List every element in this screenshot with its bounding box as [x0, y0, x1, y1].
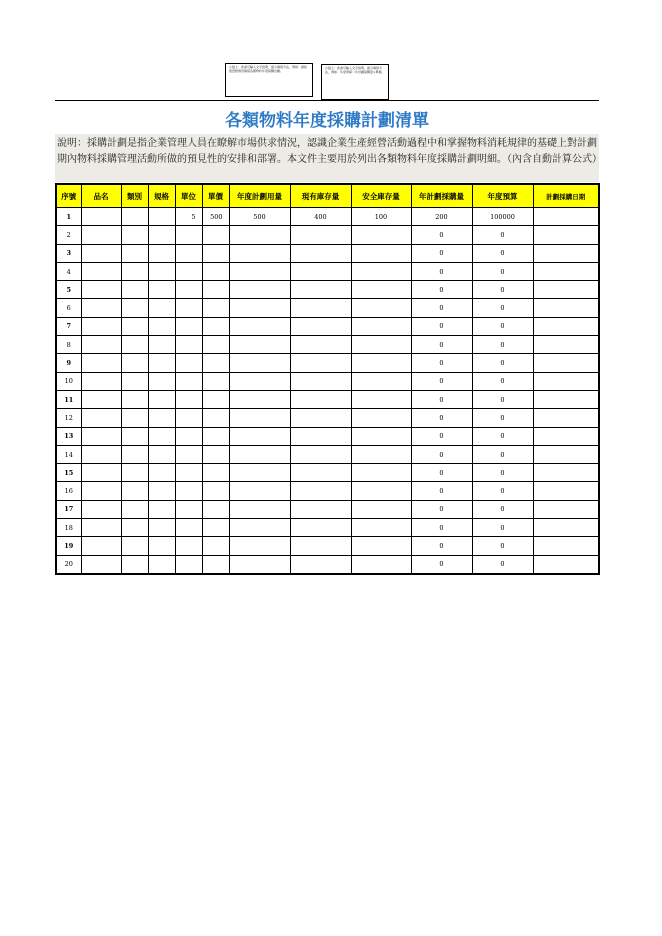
cell-safety[interactable] — [351, 409, 411, 427]
cell-unit[interactable] — [175, 372, 202, 390]
cell-spec[interactable] — [148, 427, 175, 445]
cell-plan-qty[interactable] — [229, 299, 290, 317]
table-row — [56, 317, 599, 335]
cell-category[interactable] — [121, 354, 148, 372]
cell-category[interactable] — [121, 464, 148, 482]
cell-seq: 16 — [56, 482, 81, 500]
cell-price[interactable]: 500 — [202, 208, 229, 226]
cell-spec[interactable] — [148, 299, 175, 317]
cell-date[interactable] — [533, 244, 599, 262]
cell-spec[interactable] — [148, 500, 175, 518]
procurement-plan-table — [55, 183, 600, 575]
cell-seq: 1 — [56, 208, 81, 226]
cell-budget: 0 — [472, 464, 533, 482]
cell-unit[interactable]: 5 — [175, 208, 202, 226]
cell-safety[interactable] — [351, 226, 411, 244]
cell-stock[interactable]: 400 — [290, 208, 351, 226]
cell-name[interactable] — [81, 226, 121, 244]
table-row — [56, 372, 599, 390]
cell-budget: 0 — [472, 537, 533, 555]
table-row — [56, 409, 599, 427]
cell-category[interactable] — [121, 445, 148, 463]
cell-spec[interactable] — [148, 208, 175, 226]
cell-stock[interactable] — [290, 244, 351, 262]
cell-budget: 0 — [472, 500, 533, 518]
cell-safety[interactable] — [351, 317, 411, 335]
table-header-row — [56, 184, 599, 208]
cell-safety[interactable] — [351, 336, 411, 354]
description-block: 說明：採購計劃是指企業管理人員在瞭解市場供求情況，認識企業生產經營活動過程中和掌握物料消耗規律的基礎上對計劃期內物料採購管理活動所做的預見性的安排和部署。本文件主要用於列出各類物料年度採購計劃明細。（內含自動計算公式） — [55, 134, 599, 182]
cell-name[interactable] — [81, 336, 121, 354]
cell-purchase-qty: 0 — [411, 281, 472, 299]
cell-plan-qty[interactable] — [229, 372, 290, 390]
cell-name[interactable] — [81, 208, 121, 226]
cell-date[interactable] — [533, 262, 599, 280]
cell-spec[interactable] — [148, 390, 175, 408]
cell-safety[interactable] — [351, 390, 411, 408]
cell-seq: 4 — [56, 262, 81, 280]
cell-category[interactable] — [121, 336, 148, 354]
header-name: 品名 — [81, 184, 121, 208]
cell-price[interactable] — [202, 427, 229, 445]
cell-unit[interactable] — [175, 390, 202, 408]
tip-note-box-2 — [321, 64, 389, 100]
cell-price[interactable] — [202, 262, 229, 280]
header-price: 單價 — [202, 184, 229, 208]
cell-plan-qty[interactable] — [229, 226, 290, 244]
cell-date[interactable] — [533, 317, 599, 335]
cell-price[interactable] — [202, 390, 229, 408]
cell-spec[interactable] — [148, 244, 175, 262]
cell-stock[interactable] — [290, 409, 351, 427]
header-budget: 年度預算 — [472, 184, 533, 208]
cell-stock[interactable] — [290, 500, 351, 518]
cell-date[interactable] — [533, 226, 599, 244]
cell-purchase-qty: 0 — [411, 226, 472, 244]
table-row — [56, 281, 599, 299]
cell-spec[interactable] — [148, 445, 175, 463]
cell-unit[interactable] — [175, 427, 202, 445]
cell-seq: 17 — [56, 500, 81, 518]
cell-category[interactable] — [121, 390, 148, 408]
cell-purchase-qty: 0 — [411, 262, 472, 280]
cell-safety[interactable] — [351, 299, 411, 317]
cell-safety[interactable] — [351, 519, 411, 537]
cell-budget: 0 — [472, 555, 533, 574]
cell-name[interactable] — [81, 555, 121, 574]
cell-price[interactable] — [202, 244, 229, 262]
cell-safety[interactable] — [351, 281, 411, 299]
cell-purchase-qty: 0 — [411, 317, 472, 335]
cell-unit[interactable] — [175, 464, 202, 482]
cell-spec[interactable] — [148, 354, 175, 372]
cell-date[interactable] — [533, 281, 599, 299]
cell-spec[interactable] — [148, 537, 175, 555]
table-row — [56, 208, 599, 226]
cell-price[interactable] — [202, 372, 229, 390]
cell-seq: 3 — [56, 244, 81, 262]
cell-unit[interactable] — [175, 317, 202, 335]
cell-plan-qty[interactable] — [229, 464, 290, 482]
tip-note-text-2: 小貼士：此處可輸入文字說明，提示填寫方法，例如：年度預算＝年計劃採購量×單價。 — [325, 66, 385, 74]
cell-date[interactable] — [533, 208, 599, 226]
header-purchase-qty: 年計劃採購量 — [411, 184, 472, 208]
cell-safety[interactable] — [351, 372, 411, 390]
cell-category[interactable] — [121, 372, 148, 390]
cell-purchase-qty: 0 — [411, 537, 472, 555]
cell-unit[interactable] — [175, 500, 202, 518]
cell-price[interactable] — [202, 482, 229, 500]
cell-name[interactable] — [81, 354, 121, 372]
header-spec: 規格 — [148, 184, 175, 208]
cell-purchase-qty: 0 — [411, 500, 472, 518]
cell-name[interactable] — [81, 464, 121, 482]
cell-plan-qty[interactable] — [229, 482, 290, 500]
cell-purchase-qty: 0 — [411, 409, 472, 427]
cell-spec[interactable] — [148, 281, 175, 299]
cell-plan-qty[interactable] — [229, 409, 290, 427]
tip-note-box-1 — [225, 63, 313, 97]
cell-category[interactable] — [121, 519, 148, 537]
cell-name[interactable] — [81, 299, 121, 317]
cell-purchase-qty: 0 — [411, 244, 472, 262]
cell-price[interactable] — [202, 445, 229, 463]
cell-date[interactable] — [533, 409, 599, 427]
cell-budget: 0 — [472, 482, 533, 500]
cell-price[interactable] — [202, 281, 229, 299]
cell-plan-qty[interactable] — [229, 281, 290, 299]
cell-plan-qty[interactable] — [229, 500, 290, 518]
cell-stock[interactable] — [290, 372, 351, 390]
table-row — [56, 482, 599, 500]
cell-stock[interactable] — [290, 336, 351, 354]
cell-purchase-qty: 0 — [411, 555, 472, 574]
cell-name[interactable] — [81, 409, 121, 427]
cell-spec[interactable] — [148, 519, 175, 537]
cell-category[interactable] — [121, 281, 148, 299]
cell-name[interactable] — [81, 500, 121, 518]
cell-unit[interactable] — [175, 244, 202, 262]
cell-category[interactable] — [121, 555, 148, 574]
cell-price[interactable] — [202, 336, 229, 354]
cell-plan-qty[interactable] — [229, 336, 290, 354]
cell-category[interactable] — [121, 409, 148, 427]
cell-category[interactable] — [121, 299, 148, 317]
cell-stock[interactable] — [290, 482, 351, 500]
cell-budget: 0 — [472, 262, 533, 280]
cell-safety[interactable]: 100 — [351, 208, 411, 226]
cell-price[interactable] — [202, 317, 229, 335]
cell-name[interactable] — [81, 317, 121, 335]
cell-spec[interactable] — [148, 262, 175, 280]
cell-seq: 10 — [56, 372, 81, 390]
cell-safety[interactable] — [351, 464, 411, 482]
cell-date[interactable] — [533, 555, 599, 574]
cell-unit[interactable] — [175, 336, 202, 354]
cell-safety[interactable] — [351, 427, 411, 445]
cell-seq: 8 — [56, 336, 81, 354]
cell-category[interactable] — [121, 244, 148, 262]
cell-price[interactable] — [202, 500, 229, 518]
cell-date[interactable] — [533, 336, 599, 354]
cell-spec[interactable] — [148, 336, 175, 354]
cell-budget: 0 — [472, 354, 533, 372]
table-row — [56, 519, 599, 537]
cell-seq: 6 — [56, 299, 81, 317]
cell-budget: 0 — [472, 299, 533, 317]
cell-date[interactable] — [533, 390, 599, 408]
table-row — [56, 500, 599, 518]
cell-stock[interactable] — [290, 445, 351, 463]
cell-stock[interactable] — [290, 555, 351, 574]
cell-price[interactable] — [202, 409, 229, 427]
cell-spec[interactable] — [148, 409, 175, 427]
cell-unit[interactable] — [175, 262, 202, 280]
cell-seq: 9 — [56, 354, 81, 372]
cell-date[interactable] — [533, 537, 599, 555]
cell-seq: 15 — [56, 464, 81, 482]
cell-safety[interactable] — [351, 500, 411, 518]
cell-plan-qty[interactable] — [229, 262, 290, 280]
cell-plan-qty[interactable] — [229, 445, 290, 463]
table-row — [56, 445, 599, 463]
cell-spec[interactable] — [148, 226, 175, 244]
cell-stock[interactable] — [290, 519, 351, 537]
cell-name[interactable] — [81, 281, 121, 299]
cell-seq: 11 — [56, 390, 81, 408]
cell-safety[interactable] — [351, 537, 411, 555]
cell-name[interactable] — [81, 519, 121, 537]
table-row — [56, 427, 599, 445]
cell-date[interactable] — [533, 427, 599, 445]
cell-name[interactable] — [81, 244, 121, 262]
cell-purchase-qty: 200 — [411, 208, 472, 226]
cell-safety[interactable] — [351, 482, 411, 500]
cell-budget: 0 — [472, 336, 533, 354]
header-stock: 現有庫存量 — [290, 184, 351, 208]
cell-budget: 100000 — [472, 208, 533, 226]
cell-category[interactable] — [121, 427, 148, 445]
table-row — [56, 244, 599, 262]
cell-price[interactable] — [202, 537, 229, 555]
header-unit: 單位 — [175, 184, 202, 208]
cell-purchase-qty: 0 — [411, 354, 472, 372]
cell-seq: 20 — [56, 555, 81, 574]
cell-purchase-qty: 0 — [411, 464, 472, 482]
table-row — [56, 555, 599, 574]
cell-date[interactable] — [533, 372, 599, 390]
cell-seq: 18 — [56, 519, 81, 537]
cell-safety[interactable] — [351, 354, 411, 372]
cell-unit[interactable] — [175, 281, 202, 299]
cell-spec[interactable] — [148, 317, 175, 335]
cell-safety[interactable] — [351, 445, 411, 463]
cell-price[interactable] — [202, 464, 229, 482]
cell-plan-qty[interactable]: 500 — [229, 208, 290, 226]
cell-unit[interactable] — [175, 409, 202, 427]
cell-seq: 12 — [56, 409, 81, 427]
cell-date[interactable] — [533, 519, 599, 537]
cell-purchase-qty: 0 — [411, 482, 472, 500]
header-category: 類別 — [121, 184, 148, 208]
cell-date[interactable] — [533, 500, 599, 518]
cell-stock[interactable] — [290, 299, 351, 317]
cell-price[interactable] — [202, 299, 229, 317]
cell-plan-qty[interactable] — [229, 537, 290, 555]
cell-purchase-qty: 0 — [411, 445, 472, 463]
cell-safety[interactable] — [351, 262, 411, 280]
header-plan-qty: 年度計劃用量 — [229, 184, 290, 208]
cell-category[interactable] — [121, 226, 148, 244]
cell-date[interactable] — [533, 445, 599, 463]
cell-budget: 0 — [472, 445, 533, 463]
cell-unit[interactable] — [175, 519, 202, 537]
cell-budget: 0 — [472, 244, 533, 262]
cell-plan-qty[interactable] — [229, 244, 290, 262]
cell-stock[interactable] — [290, 262, 351, 280]
cell-name[interactable] — [81, 427, 121, 445]
cell-budget: 0 — [472, 281, 533, 299]
cell-spec[interactable] — [148, 482, 175, 500]
cell-budget: 0 — [472, 427, 533, 445]
cell-spec[interactable] — [148, 464, 175, 482]
cell-purchase-qty: 0 — [411, 519, 472, 537]
table-row — [56, 354, 599, 372]
cell-budget: 0 — [472, 372, 533, 390]
table-row — [56, 537, 599, 555]
cell-stock[interactable] — [290, 226, 351, 244]
cell-name[interactable] — [81, 537, 121, 555]
cell-seq: 2 — [56, 226, 81, 244]
header-safety-stock: 安全庫存量 — [351, 184, 411, 208]
cell-purchase-qty: 0 — [411, 390, 472, 408]
cell-category[interactable] — [121, 317, 148, 335]
cell-purchase-qty: 0 — [411, 372, 472, 390]
cell-price[interactable] — [202, 555, 229, 574]
cell-spec[interactable] — [148, 372, 175, 390]
cell-budget: 0 — [472, 390, 533, 408]
cell-date[interactable] — [533, 354, 599, 372]
cell-unit[interactable] — [175, 226, 202, 244]
table-row — [56, 226, 599, 244]
cell-plan-qty[interactable] — [229, 427, 290, 445]
table-row — [56, 336, 599, 354]
cell-safety[interactable] — [351, 555, 411, 574]
cell-plan-qty[interactable] — [229, 555, 290, 574]
cell-name[interactable] — [81, 372, 121, 390]
cell-category[interactable] — [121, 482, 148, 500]
cell-unit[interactable] — [175, 482, 202, 500]
cell-budget: 0 — [472, 317, 533, 335]
cell-unit[interactable] — [175, 445, 202, 463]
cell-seq: 5 — [56, 281, 81, 299]
cell-date[interactable] — [533, 482, 599, 500]
cell-plan-qty[interactable] — [229, 519, 290, 537]
cell-category[interactable] — [121, 537, 148, 555]
tip-note-text-1: 小貼士：此處可輸入文字說明，提示填寫方法，例如：請按照實際情況填寫各類物料年度採購計劃。 — [229, 65, 308, 73]
cell-purchase-qty: 0 — [411, 299, 472, 317]
cell-seq: 14 — [56, 445, 81, 463]
cell-stock[interactable] — [290, 427, 351, 445]
cell-spec[interactable] — [148, 555, 175, 574]
table-row — [56, 390, 599, 408]
cell-stock[interactable] — [290, 464, 351, 482]
cell-price[interactable] — [202, 519, 229, 537]
page-title: 各類物料年度採購計劃清單 — [225, 111, 429, 131]
cell-seq: 13 — [56, 427, 81, 445]
cell-purchase-qty: 0 — [411, 427, 472, 445]
table-row — [56, 464, 599, 482]
cell-stock[interactable] — [290, 390, 351, 408]
cell-unit[interactable] — [175, 555, 202, 574]
cell-name[interactable] — [81, 262, 121, 280]
header-purchase-date: 計劃採購日期 — [533, 184, 599, 208]
cell-category[interactable] — [121, 262, 148, 280]
cell-budget: 0 — [472, 226, 533, 244]
cell-price[interactable] — [202, 354, 229, 372]
cell-price[interactable] — [202, 226, 229, 244]
cell-plan-qty[interactable] — [229, 317, 290, 335]
cell-plan-qty[interactable] — [229, 354, 290, 372]
cell-date[interactable] — [533, 299, 599, 317]
cell-stock[interactable] — [290, 537, 351, 555]
cell-date[interactable] — [533, 464, 599, 482]
cell-seq: 7 — [56, 317, 81, 335]
cell-name[interactable] — [81, 390, 121, 408]
cell-category[interactable] — [121, 208, 148, 226]
table-row — [56, 299, 599, 317]
cell-purchase-qty: 0 — [411, 336, 472, 354]
header-seq: 序號 — [56, 184, 81, 208]
cell-category[interactable] — [121, 500, 148, 518]
cell-budget: 0 — [472, 409, 533, 427]
cell-stock[interactable] — [290, 317, 351, 335]
cell-unit[interactable] — [175, 537, 202, 555]
cell-safety[interactable] — [351, 244, 411, 262]
table-row — [56, 262, 599, 280]
cell-seq: 19 — [56, 537, 81, 555]
header-divider — [55, 100, 599, 101]
cell-budget: 0 — [472, 519, 533, 537]
cell-unit[interactable] — [175, 354, 202, 372]
cell-plan-qty[interactable] — [229, 390, 290, 408]
cell-unit[interactable] — [175, 299, 202, 317]
cell-stock[interactable] — [290, 281, 351, 299]
cell-name[interactable] — [81, 482, 121, 500]
cell-stock[interactable] — [290, 354, 351, 372]
cell-name[interactable] — [81, 445, 121, 463]
